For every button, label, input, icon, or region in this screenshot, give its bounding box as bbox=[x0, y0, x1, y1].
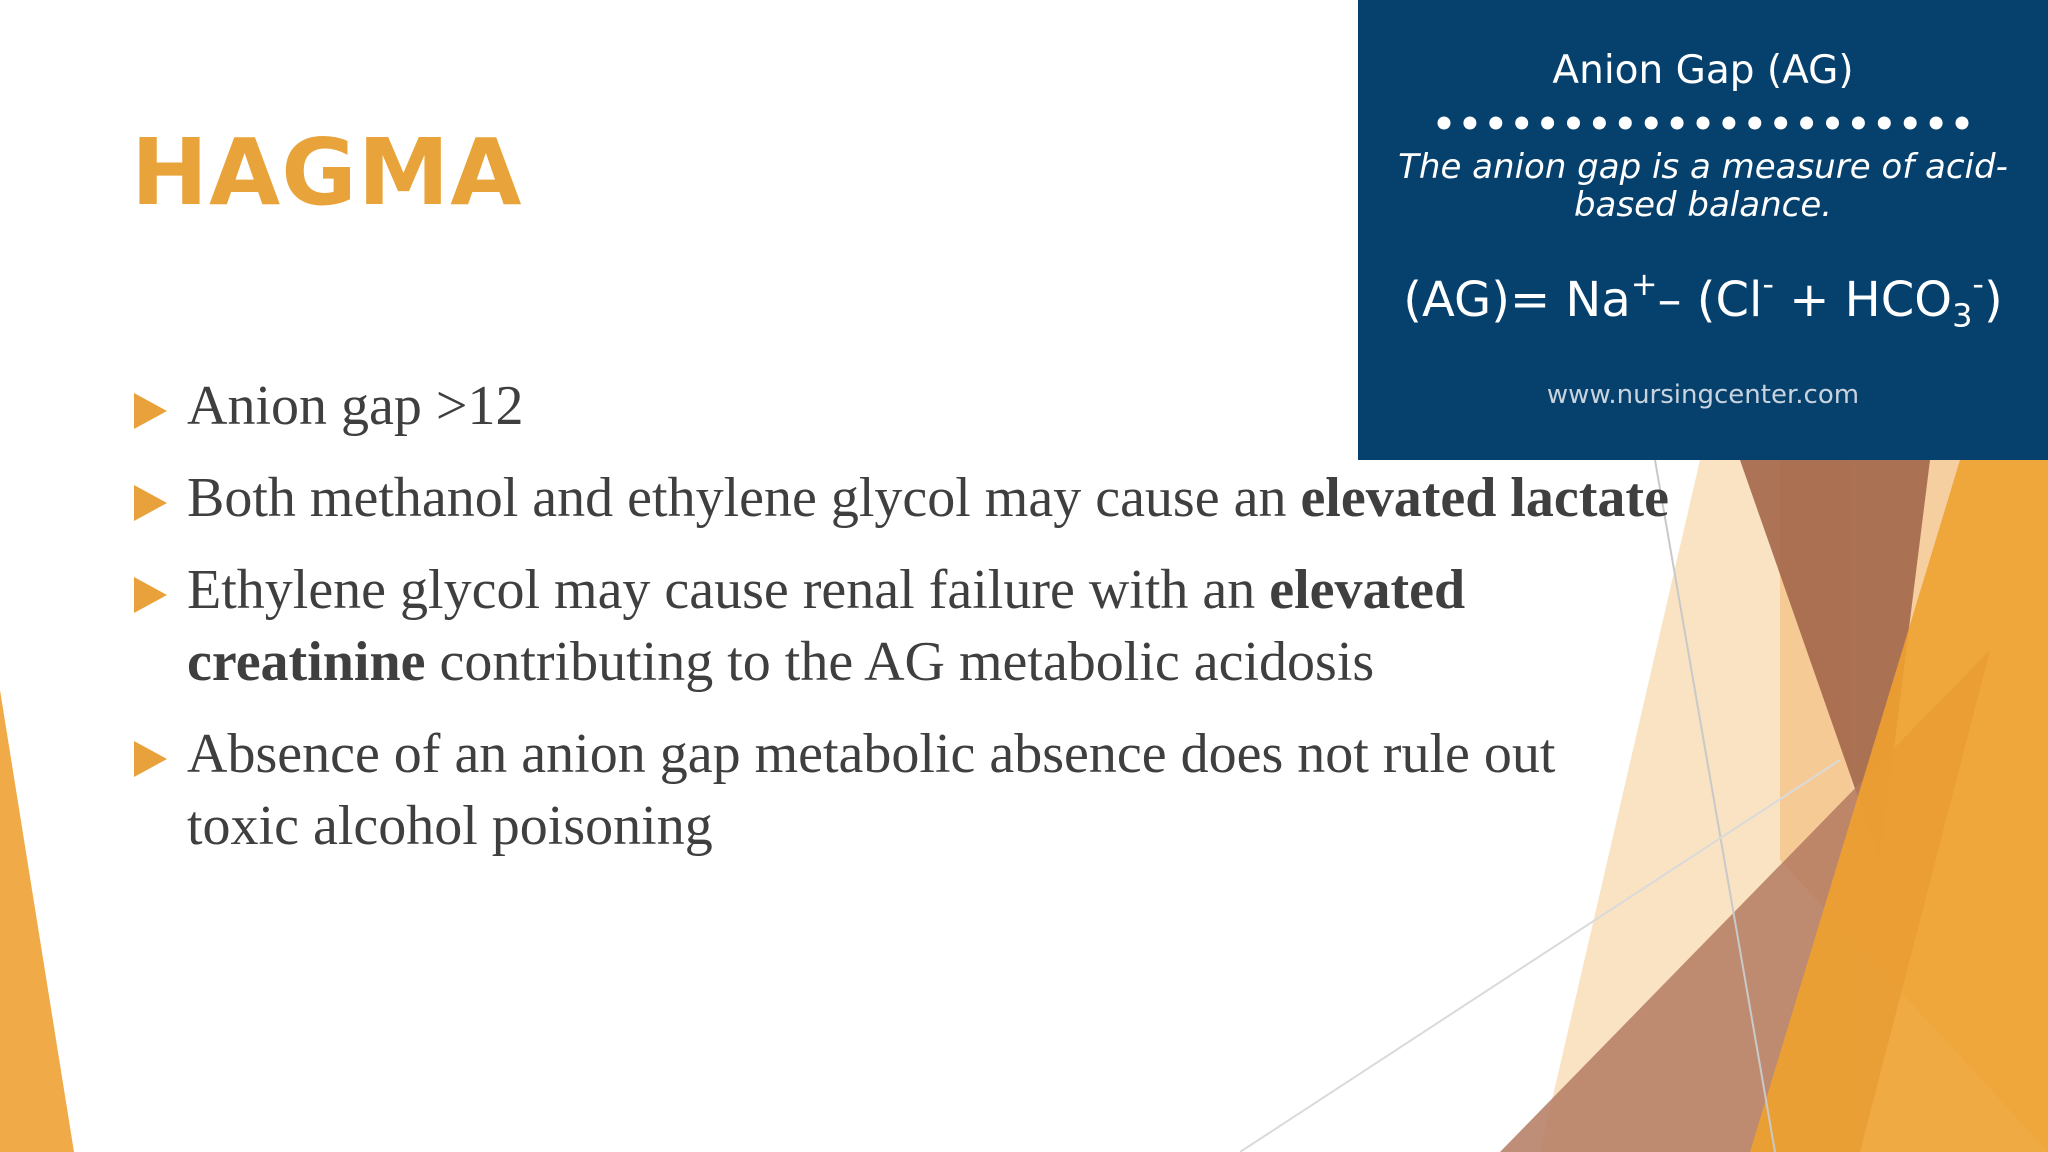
divider-dot bbox=[1489, 117, 1502, 130]
left-orange-sliver bbox=[0, 690, 74, 1152]
bullet-text: contributing to the AG metabolic acidosis bbox=[425, 631, 1375, 693]
formula-close: ) bbox=[1983, 272, 2003, 328]
divider-dot bbox=[1956, 117, 1969, 130]
image-description: The anion gap is a measure of acid-based balance. bbox=[1398, 147, 2008, 225]
divider-dot bbox=[1826, 117, 1839, 130]
divider-dot bbox=[1593, 117, 1606, 130]
divider-dot bbox=[1852, 117, 1865, 130]
formula-lhs: (AG)= Na bbox=[1403, 272, 1631, 328]
divider-dot bbox=[1463, 117, 1476, 130]
slide-title: HAGMA bbox=[131, 119, 523, 226]
formula-cl-charge: - bbox=[1762, 265, 1774, 303]
divider-dot bbox=[1904, 117, 1917, 130]
divider-dot bbox=[1619, 117, 1632, 130]
formula-minus-cl: – (Cl bbox=[1657, 272, 1763, 328]
divider-dot bbox=[1515, 117, 1528, 130]
divider-dot bbox=[1697, 117, 1710, 130]
formula-hco-subscript: 3 bbox=[1952, 296, 1973, 335]
bullet-bold-text: elevated lactate bbox=[1300, 467, 1669, 529]
bullet-text: Both methanol and ethylene glycol may cause an bbox=[187, 467, 1301, 529]
divider-dot bbox=[1774, 117, 1787, 130]
bullet-arrow-icon bbox=[134, 485, 167, 521]
bullet-arrow-icon bbox=[134, 741, 167, 777]
bullet-item bbox=[134, 554, 1674, 698]
image-title: Anion Gap (AG) bbox=[1552, 48, 1854, 93]
bullet-arrow-icon bbox=[134, 393, 167, 429]
bullet-item bbox=[134, 718, 1674, 862]
divider-dot bbox=[1748, 117, 1761, 130]
divider-dot bbox=[1541, 117, 1554, 130]
divider-dot bbox=[1567, 117, 1580, 130]
divider-dot bbox=[1800, 117, 1813, 130]
bullet-arrow-icon bbox=[134, 577, 167, 613]
formula-plus-hco: + HCO bbox=[1773, 272, 1953, 328]
divider-dot bbox=[1438, 117, 1451, 130]
divider-dot bbox=[1930, 117, 1943, 130]
dotted-divider bbox=[1436, 113, 1970, 133]
divider-dot bbox=[1671, 117, 1684, 130]
bullet-text: Anion gap >12 bbox=[187, 375, 524, 437]
divider-dot bbox=[1878, 117, 1891, 130]
bullet-text: Absence of an anion gap metabolic absence does not rule out toxic alcohol poisoning bbox=[187, 723, 1556, 857]
formula-hco-charge: - bbox=[1972, 265, 1984, 303]
divider-dot bbox=[1722, 117, 1735, 130]
bullet-item bbox=[134, 462, 1674, 534]
divider-dot bbox=[1645, 117, 1658, 130]
image-source-url: www.nursingcenter.com bbox=[1546, 380, 1860, 410]
anion-gap-image bbox=[1358, 0, 2048, 460]
anion-gap-formula bbox=[1358, 258, 2048, 346]
bullet-text: Ethylene glycol may cause renal failure with an bbox=[187, 559, 1270, 621]
bullet-bold-text: elevated creatinine bbox=[187, 559, 1466, 693]
formula-na-charge: + bbox=[1630, 265, 1658, 303]
